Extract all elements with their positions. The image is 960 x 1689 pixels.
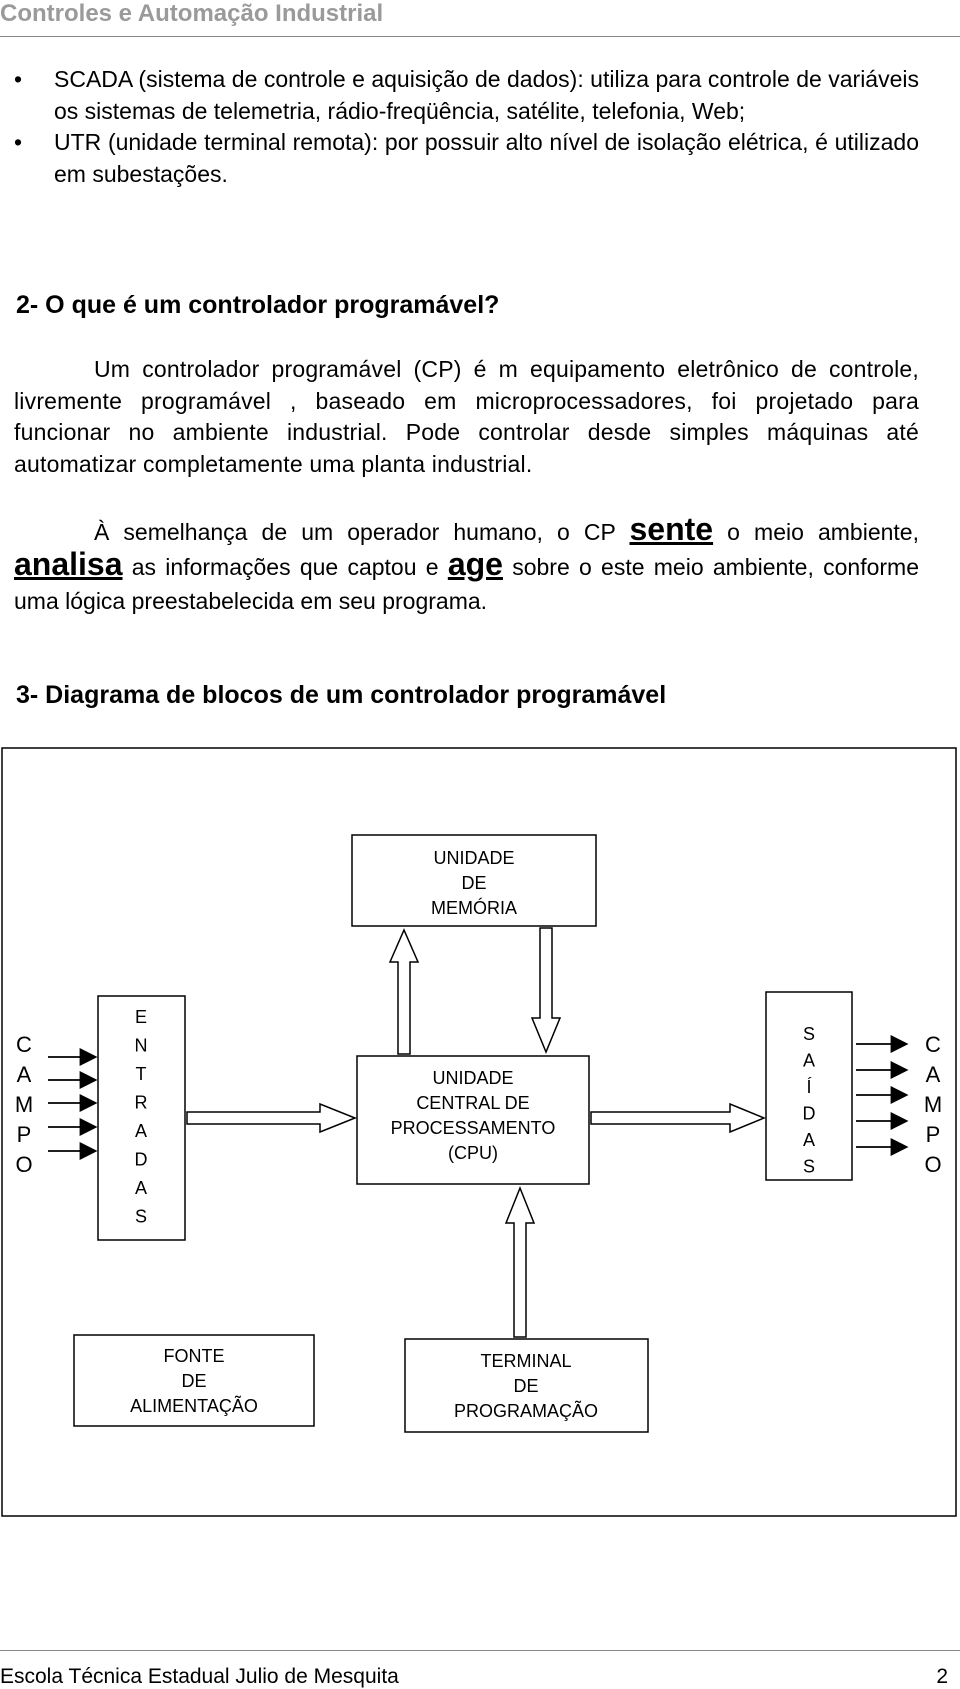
field-left-letter-2: M: [14, 1092, 34, 1117]
field-left-letter-4: O: [15, 1152, 33, 1177]
cpu-label-3: PROCESSAMENTO: [390, 1118, 556, 1138]
inputs-letter-5: D: [134, 1149, 148, 1170]
field-left-label: [15, 1032, 33, 1177]
field-left-letter-3: P: [16, 1122, 32, 1147]
inputs-to-cpu-arrow: [187, 1104, 355, 1132]
bullet-dot-icon: •: [14, 129, 23, 155]
terminal-to-cpu-arrow: [506, 1188, 534, 1337]
header-title: Controles e Automação Industrial: [0, 0, 384, 27]
inputs-letter-3: R: [134, 1092, 148, 1113]
inputs-letter-7: S: [134, 1206, 148, 1227]
text-run: as informações que captou e: [122, 554, 448, 580]
cp-definition-paragraph: Um controlador programável (CP) é m equipamento eletrônico de controle, livremente programável , baseado em microprocessadores, foi projetado para funcionar no ambiente industrial. Pode controlar desde simples máquinas até automatizar completamente uma planta industrial.: [14, 356, 919, 477]
outputs-letter-1: A: [802, 1050, 816, 1071]
outputs-letter-2: Í: [806, 1077, 812, 1097]
inputs-letter-0: E: [134, 1007, 148, 1027]
power-label-3: ALIMENTAÇÃO: [130, 1396, 258, 1416]
field-right-letter-2: M: [923, 1092, 943, 1117]
terminal-label-1: TERMINAL: [480, 1351, 572, 1371]
field-right-letter-0: C: [925, 1032, 941, 1057]
text-run: sobre o este meio ambiente, conforme uma lógica preestabelecida em seu programa.: [14, 554, 919, 614]
memory-label-3: MEMÓRIA: [430, 898, 518, 918]
section-3-heading: 3- Diagrama de blocos de um controlador programável: [16, 681, 667, 709]
inputs-letter-6: A: [134, 1178, 148, 1198]
text-run: À semelhança de um operador humano, o CP: [94, 519, 630, 545]
emphasis-age: age: [447, 546, 503, 582]
outputs-letter-4: A: [802, 1130, 816, 1150]
memory-label-2: DE: [461, 873, 487, 893]
memory-label-1: UNIDADE: [433, 848, 515, 868]
inputs-block: [98, 996, 185, 1240]
power-label-2: DE: [181, 1371, 207, 1391]
field-right-letter-3: P: [925, 1122, 941, 1147]
cpu-label-2: CENTRAL DE: [416, 1093, 530, 1113]
field-right-label: [924, 1032, 942, 1177]
terminal-label-2: DE: [513, 1376, 539, 1396]
cpu-label-4: (CPU): [448, 1143, 498, 1163]
bullet-text: UTR (unidade terminal remota): por possuir alto nível de isolação elétrica, é utilizado em subestações.: [54, 129, 919, 187]
emphasis-analisa: analisa: [14, 546, 123, 582]
terminal-label-3: PROGRAMAÇÃO: [453, 1401, 599, 1421]
field-right-letter-4: O: [924, 1152, 942, 1177]
cpu-to-memory-arrow: [390, 930, 418, 1054]
section-2-heading: 2- O que é um controlador programável?: [16, 291, 500, 319]
inputs-letter-2: T: [135, 1064, 147, 1084]
text-run: o meio ambiente,: [713, 519, 919, 545]
cpu-to-outputs-arrow: [591, 1104, 764, 1132]
emphasis-sente: sente: [629, 511, 714, 547]
field-left-letter-1: A: [16, 1062, 32, 1087]
bullet-dot-icon: •: [14, 66, 23, 92]
footer-school-name: Escola Técnica Estadual Julio de Mesquita: [0, 1665, 399, 1688]
outputs-letter-3: D: [802, 1103, 816, 1124]
outputs-letter-5: S: [802, 1156, 816, 1177]
outputs-letters: [803, 1024, 816, 1177]
inputs-letter-4: A: [134, 1121, 148, 1141]
inputs-letters: [135, 1007, 148, 1227]
outputs-letter-0: S: [802, 1024, 816, 1044]
power-label-1: FONTE: [163, 1346, 225, 1366]
field-left-letter-0: C: [16, 1032, 32, 1057]
page-footer: [0, 1650, 960, 1688]
bullet-text: SCADA (sistema de controle e aquisição de dados): utiliza para controle de variáveis os sistemas de telemetria, rádio-freqüência, satélite, telefonia, Web;: [54, 66, 919, 124]
memory-to-cpu-arrow: [532, 928, 560, 1052]
page-number: 2: [936, 1665, 948, 1688]
inputs-letter-1: N: [134, 1035, 148, 1056]
field-right-letter-1: A: [925, 1062, 941, 1087]
cpu-label-1: UNIDADE: [432, 1068, 514, 1088]
